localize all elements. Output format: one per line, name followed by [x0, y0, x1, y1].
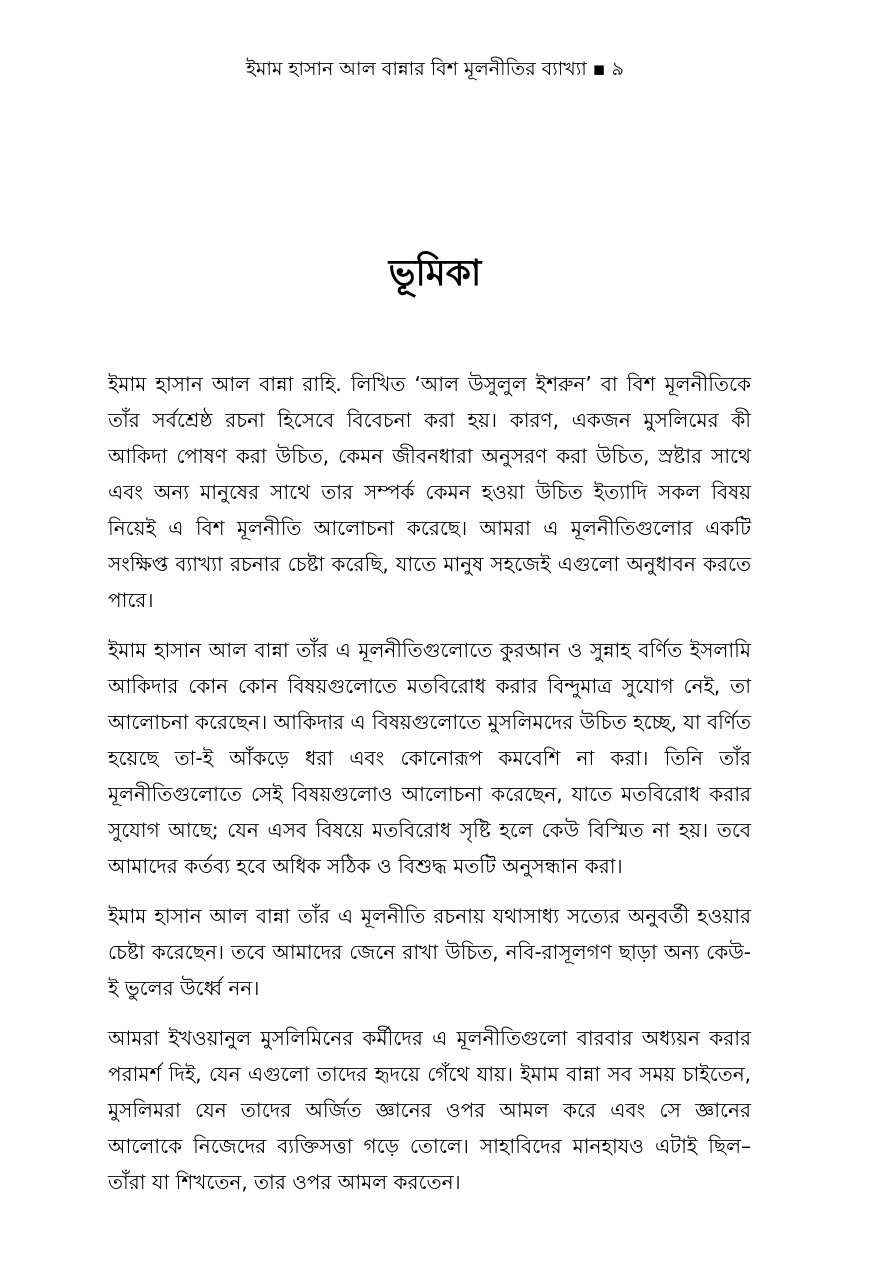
header-separator: ▪ — [592, 58, 606, 80]
chapter-title: ভূমিকা — [388, 253, 482, 294]
body-text — [108, 366, 751, 1214]
running-header — [0, 54, 870, 84]
paragraph-2: ইমাম হাসান আল বান্না তাঁর এ মূলনীতিগুলোতে কুরআন ও সুন্নাহ বর্ণিত ইসলামি আকিদার কোন কোন বিষয়গুলোতে মতবিরোধ করার বিন্দুমাত্র সুযোগ নেই, তা আলোচনা করেছেন। আকিদার এ বিষয়গুলোতে মুসলিমদের উচিত হচ্ছে, যা বর্ণিত হয়েছে তা-ই আঁকড়ে ধরা এবং কোনোরূপ কমবেশি না করা। তিনি তাঁর মূলনীতিগুলোতে সেই বিষয়গুলোও আলোচনা করেছেন, যাতে মতবিরোধ করার সুযোগ আছে; যেন এসব বিষয়ে মতবিরোধ সৃষ্টি হলে কেউ বিস্মিত না হয়। তবে আমাদের কর্তব্য হবে অধিক সঠিক ও বিশুদ্ধ মতটি অনুসন্ধান করা। — [108, 638, 751, 878]
paragraph-3: ইমাম হাসান আল বান্না তাঁর এ মূলনীতি রচনায় যথাসাধ্য সত্যের অনুবর্তী হওয়ার চেষ্টা করেছেন। তবে আমাদের জেনে রাখা উচিত, নবি-রাসূলগণ ছাড়া অন্য কেউ-ই ভুলের উর্ধ্বে নন। — [108, 904, 751, 1000]
running-title: ইমাম হাসান আল বান্নার বিশ মূলনীতির ব্যাখ্যা — [245, 58, 587, 80]
page-number: ৯ — [611, 58, 625, 80]
paragraph-4: আমরা ইখওয়ানুল মুসলিমিনের কর্মীদের এ মূলনীতিগুলো বারবার অধ্যয়ন করার পরামর্শ দিই, যেন এগুলো তাদের হৃদয়ে গেঁথে যায়। ইমাম বান্না সব সময় চাইতেন, মুসলিমরা যেন তাদের অর্জিত জ্ঞানের ওপর আমল করে এবং সে জ্ঞানের আলোকে নিজেদের ব্যক্তিসত্তা গড়ে তোলে। সাহাবিদের মানহাযও এটাই ছিল– তাঁরা যা শিখতেন, তার ওপর আমল করতেন। — [108, 1026, 751, 1194]
paragraph-1: ইমাম হাসান আল বান্না রাহি. লিখিত ‘আল উসুলুল ইশরুন’ বা বিশ মূলনীতিকে তাঁর সর্বশ্রেষ্ঠ রচনা হিসেবে বিবেচনা করা হয়। কারণ, একজন মুসলিমের কী আকিদা পোষণ করা উচিত, কেমন জীবনধারা অনুসরণ করা উচিত, স্রষ্টার সাথে এবং অন্য মানুষের সাথে তার সম্পর্ক কেমন হওয়া উচিত ইত্যাদি সকল বিষয় নিয়েই এ বিশ মূলনীতি আলোচনা করেছে। আমরা এ মূলনীতিগুলোর একটি সংক্ষিপ্ত ব্যাখ্যা রচনার চেষ্টা করেছি, যাতে মানুষ সহজেই এগুলো অনুধাবন করতে পারে। — [108, 372, 751, 612]
